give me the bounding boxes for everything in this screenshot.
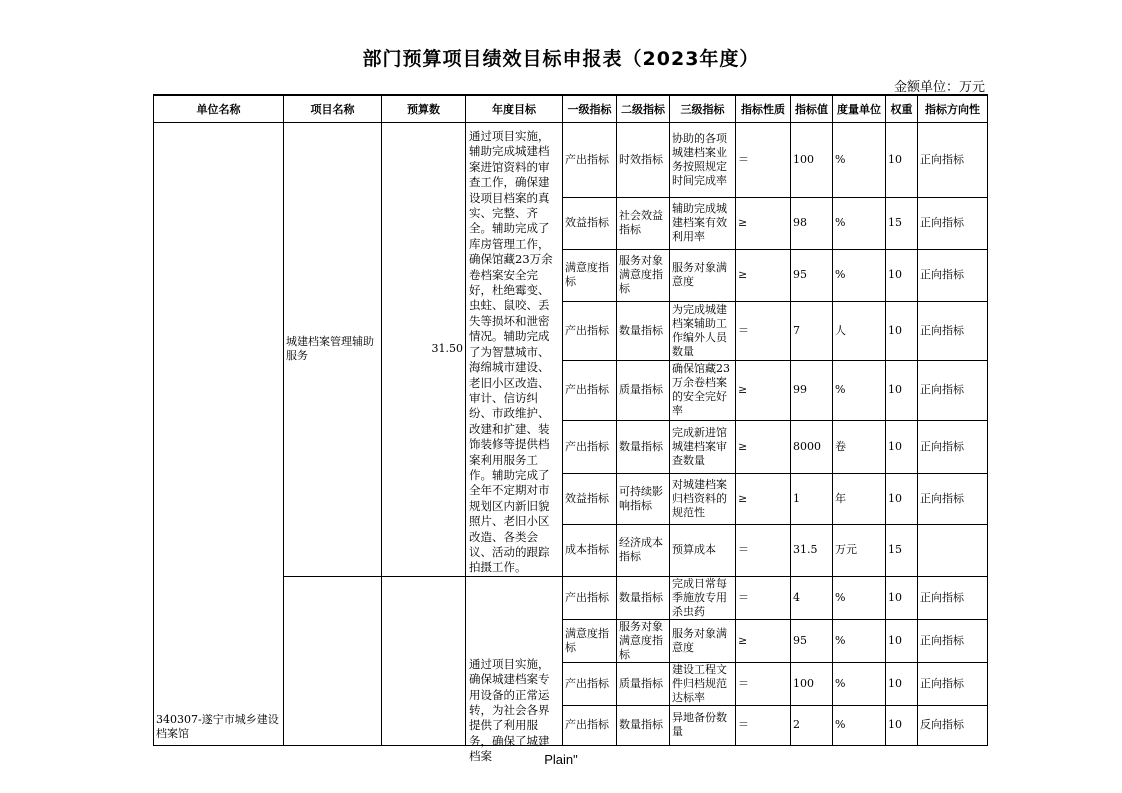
- weight-cell: 10: [886, 619, 918, 662]
- level2-cell: 质量指标: [617, 662, 670, 705]
- level1-cell: 满意度指标: [563, 619, 617, 662]
- weight-cell: 15: [886, 197, 918, 249]
- header-direction: 指标方向性: [918, 95, 988, 123]
- value-cell: 31.5: [791, 524, 833, 576]
- weight-cell: 10: [886, 249, 918, 301]
- value-cell: 100: [791, 662, 833, 705]
- nature-cell: ≥: [736, 249, 791, 301]
- nature-cell: ≥: [736, 197, 791, 249]
- measure-unit-cell: %: [833, 361, 886, 420]
- nature-cell: ≥: [736, 619, 791, 662]
- level2-cell: 服务对象满意度指标: [617, 249, 670, 301]
- level3-cell: 服务对象满意度: [670, 619, 736, 662]
- weight-cell: 15: [886, 524, 918, 576]
- value-cell: 7: [791, 301, 833, 360]
- nature-cell: ＝: [736, 524, 791, 576]
- weight-cell: 10: [886, 123, 918, 198]
- level2-cell: 数量指标: [617, 705, 670, 745]
- nature-cell: ＝: [736, 576, 791, 619]
- level2-cell: 数量指标: [617, 420, 670, 473]
- header-weight: 权重: [886, 95, 918, 123]
- weight-cell: 10: [886, 301, 918, 360]
- value-cell: 4: [791, 576, 833, 619]
- weight-cell: 10: [886, 361, 918, 420]
- measure-unit-cell: 万元: [833, 524, 886, 576]
- level3-cell: 预算成本: [670, 524, 736, 576]
- table-row: [154, 123, 988, 198]
- page-title: 部门预算项目绩效目标申报表（2023年度）: [362, 48, 760, 70]
- weight-cell: 10: [886, 473, 918, 524]
- header-indicator-nature: 指标性质: [736, 95, 791, 123]
- objective-text: 通过项目实施，确保城建档案专用设备的正常运转，为社会各界提供了利用服务，确保了城建档案: [469, 656, 550, 764]
- unit-name-cell: 340307-遂宁市城乡建设档案馆: [154, 123, 284, 746]
- level1-cell: 满意度指标: [563, 249, 617, 301]
- header-indicator-value: 指标值: [791, 95, 833, 123]
- direction-cell: 反向指标: [918, 705, 988, 745]
- value-cell: 100: [791, 123, 833, 198]
- nature-cell: ＝: [736, 705, 791, 745]
- measure-unit-cell: %: [833, 123, 886, 198]
- header-level2-indicator: 二级指标: [617, 95, 670, 123]
- table-header-row: [154, 95, 988, 123]
- header-project-name: 项目名称: [284, 95, 382, 123]
- budget-cell: [382, 576, 466, 745]
- amount-unit-label: 金额单位：万元: [893, 80, 985, 95]
- level2-cell: 质量指标: [617, 361, 670, 420]
- value-cell: 2: [791, 705, 833, 745]
- direction-cell: 正向指标: [918, 249, 988, 301]
- level1-cell: 产出指标: [563, 420, 617, 473]
- level2-cell: 可持续影响指标: [617, 473, 670, 524]
- level2-cell: 经济成本指标: [617, 524, 670, 576]
- level2-cell: 社会效益指标: [617, 197, 670, 249]
- header-level3-indicator: 三级指标: [670, 95, 736, 123]
- nature-cell: ＝: [736, 123, 791, 198]
- direction-cell: 正向指标: [918, 619, 988, 662]
- weight-cell: 10: [886, 420, 918, 473]
- objective-cell: [466, 123, 563, 577]
- value-cell: 95: [791, 619, 833, 662]
- direction-cell: 正向指标: [918, 301, 988, 360]
- measure-unit-cell: 年: [833, 473, 886, 524]
- value-cell: 98: [791, 197, 833, 249]
- footer-text: Plain": [544, 752, 578, 767]
- header-budget: 预算数: [382, 95, 466, 123]
- level2-cell: 服务对象满意度指标: [617, 619, 670, 662]
- header-annual-objective: 年度目标: [466, 95, 563, 123]
- nature-cell: ＝: [736, 662, 791, 705]
- level3-cell: 异地备份数量: [670, 705, 736, 745]
- direction-cell: 正向指标: [918, 576, 988, 619]
- measure-unit-cell: %: [833, 249, 886, 301]
- level1-cell: 效益指标: [563, 473, 617, 524]
- budget-cell: 31.50: [382, 123, 466, 577]
- level1-cell: 产出指标: [563, 361, 617, 420]
- measure-unit-cell: %: [833, 197, 886, 249]
- direction-cell: 正向指标: [918, 361, 988, 420]
- nature-cell: ≥: [736, 420, 791, 473]
- level3-cell: 辅助完成城建档案有效利用率: [670, 197, 736, 249]
- measure-unit-cell: %: [833, 705, 886, 745]
- measure-unit-cell: 人: [833, 301, 886, 360]
- level3-cell: 为完成城建档案辅助工作编外人员数量: [670, 301, 736, 360]
- level1-cell: 产出指标: [563, 576, 617, 619]
- level3-cell: 服务对象满意度: [670, 249, 736, 301]
- weight-cell: 10: [886, 705, 918, 745]
- header-measure-unit: 度量单位: [833, 95, 886, 123]
- level3-cell: 确保馆藏23万余卷档案的安全完好率: [670, 361, 736, 420]
- weight-cell: 10: [886, 576, 918, 619]
- project-name-cell: 城建档案管理辅助服务: [284, 123, 382, 577]
- direction-cell: [918, 524, 988, 576]
- level1-cell: 产出指标: [563, 662, 617, 705]
- direction-cell: 正向指标: [918, 123, 988, 198]
- measure-unit-cell: 卷: [833, 420, 886, 473]
- value-cell: 99: [791, 361, 833, 420]
- level1-cell: 产出指标: [563, 123, 617, 198]
- level3-cell: 建设工程文件归档规范达标率: [670, 662, 736, 705]
- weight-cell: 10: [886, 662, 918, 705]
- nature-cell: ≥: [736, 473, 791, 524]
- level1-cell: 产出指标: [563, 705, 617, 745]
- value-cell: 8000: [791, 420, 833, 473]
- level1-cell: 成本指标: [563, 524, 617, 576]
- level3-cell: 完成新进馆城建档案审查数量: [670, 420, 736, 473]
- measure-unit-cell: %: [833, 619, 886, 662]
- measure-unit-cell: %: [833, 576, 886, 619]
- objective-text: 通过项目实施，辅助完成城建档案进馆资料的审查工作，确保建设项目档案的真实、完整、齐全。辅助完成了库房管理工作，确保馆藏23万余卷档案安全完好，杜绝霉变、虫蛀、鼠咬、丢失等损坏和泄密情况。辅助完成了为智慧城市、海绵城市建设、老旧小区改造、审计、信访纠纷、市政维护、改建和扩建、装饰装修等提供档案利用服务工作。辅助完成了全年不定期对市规划区内新旧貌照片、老旧小区改造、各类会议、活动的跟踪拍摄工作。: [469, 129, 553, 575]
- level2-cell: 时效指标: [617, 123, 670, 198]
- level3-cell: 完成日常每季施放专用杀虫药: [670, 576, 736, 619]
- value-cell: 1: [791, 473, 833, 524]
- level3-cell: 协助的各项城建档案业务按照规定时间完成率: [670, 123, 736, 198]
- header-level1-indicator: 一级指标: [563, 95, 617, 123]
- measure-unit-cell: %: [833, 662, 886, 705]
- direction-cell: 正向指标: [918, 197, 988, 249]
- level2-cell: 数量指标: [617, 301, 670, 360]
- nature-cell: ≥: [736, 361, 791, 420]
- value-cell: 95: [791, 249, 833, 301]
- level1-cell: 效益指标: [563, 197, 617, 249]
- direction-cell: 正向指标: [918, 420, 988, 473]
- direction-cell: 正向指标: [918, 662, 988, 705]
- header-unit-name: 单位名称: [154, 95, 284, 123]
- nature-cell: ＝: [736, 301, 791, 360]
- project-name-cell: [284, 576, 382, 745]
- level2-cell: 数量指标: [617, 576, 670, 619]
- direction-cell: 正向指标: [918, 473, 988, 524]
- objective-cell: [466, 576, 563, 764]
- level3-cell: 对城建档案归档资料的规范性: [670, 473, 736, 524]
- level1-cell: 产出指标: [563, 301, 617, 360]
